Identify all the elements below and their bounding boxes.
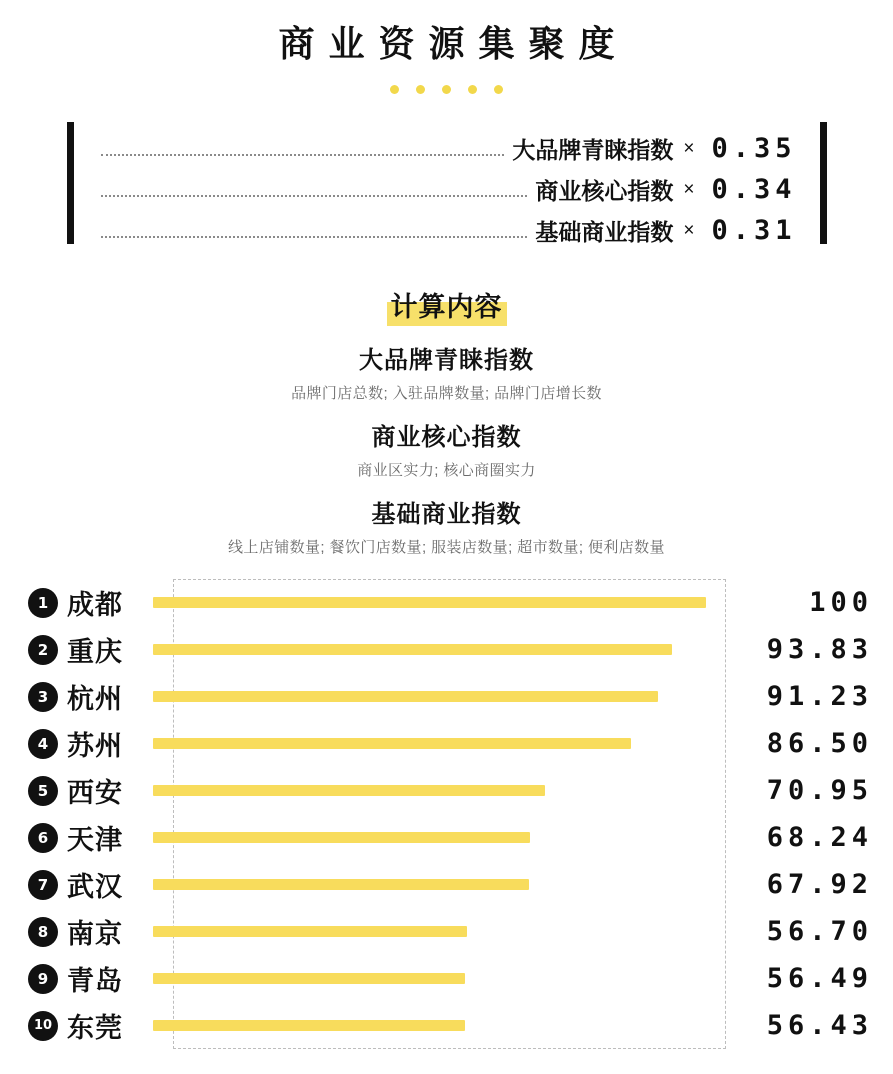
chart-row <box>28 861 875 908</box>
value-bar <box>153 879 529 890</box>
city-label: 杭州 <box>67 684 123 714</box>
calc-group-desc: 线上店铺数量; 餐饮门店数量; 服装店数量; 超市数量; 便利店数量 <box>228 539 665 556</box>
chart-row <box>28 673 875 720</box>
calc-heading: 计算内容 <box>387 285 507 326</box>
city-label: 武汉 <box>67 872 123 902</box>
bar-track <box>153 955 743 1002</box>
rank-badge: 6 <box>28 823 58 853</box>
value-bar <box>153 973 465 984</box>
divider-dot <box>390 85 399 94</box>
chart-row <box>28 908 875 955</box>
chart-row <box>28 1002 875 1049</box>
chart-rows <box>28 579 875 1049</box>
value-label: 56.70 <box>766 916 873 947</box>
calc-group-name: 大品牌青睐指数 <box>359 347 534 374</box>
formula-weight: 0.35 <box>711 133 797 164</box>
rank-badge: 7 <box>28 870 58 900</box>
calc-group-name: 基础商业指数 <box>371 501 522 528</box>
rank-badge: 10 <box>28 1011 58 1041</box>
rank-badge: 8 <box>28 917 58 947</box>
formula-row <box>67 169 827 210</box>
ranking-bar-chart <box>0 579 893 1049</box>
divider-dot <box>442 85 451 94</box>
value-bar <box>153 691 658 702</box>
city-label: 东莞 <box>67 1013 123 1043</box>
bar-track <box>153 814 743 861</box>
formula-label: 基础商业指数 <box>535 219 674 245</box>
rank-badge: 9 <box>28 964 58 994</box>
bar-track <box>153 1002 743 1049</box>
chart-row <box>28 720 875 767</box>
calc-group-name: 商业核心指数 <box>371 424 522 451</box>
rank-badge: 1 <box>28 588 58 618</box>
rank-badge: 2 <box>28 635 58 665</box>
bar-track <box>153 579 743 626</box>
value-label: 91.23 <box>766 681 873 712</box>
value-bar <box>153 1020 465 1031</box>
city-label: 苏州 <box>67 731 123 761</box>
multiply-icon: × <box>683 137 695 159</box>
multiply-icon: × <box>683 219 695 241</box>
value-label: 100 <box>809 587 873 618</box>
bar-track <box>153 673 743 720</box>
leader-line <box>101 195 528 197</box>
value-label: 56.49 <box>766 963 873 994</box>
value-label: 56.43 <box>766 1010 873 1041</box>
calc-group <box>0 494 893 557</box>
formula-weight: 0.34 <box>711 174 797 205</box>
city-label: 成都 <box>67 590 123 620</box>
bracket-left <box>67 122 74 244</box>
value-bar <box>153 644 672 655</box>
rank-badge: 4 <box>28 729 58 759</box>
calc-heading-wrap <box>0 285 893 326</box>
city-label: 青岛 <box>67 966 123 996</box>
calc-group-desc: 商业区实力; 核心商圈实力 <box>357 462 536 479</box>
formula-block <box>67 118 827 263</box>
bar-track <box>153 861 743 908</box>
page-title: 商业资源集聚度 <box>278 23 629 64</box>
value-label: 68.24 <box>766 822 873 853</box>
city-label: 重庆 <box>67 637 123 667</box>
formula-row <box>67 210 827 251</box>
value-bar <box>153 597 706 608</box>
divider-dot <box>468 85 477 94</box>
formula-label: 商业核心指数 <box>535 178 674 204</box>
divider-dot <box>494 85 503 94</box>
city-label: 南京 <box>67 919 123 949</box>
value-label: 67.92 <box>766 869 873 900</box>
multiply-icon: × <box>683 178 695 200</box>
chart-row <box>28 767 875 814</box>
bracket-right <box>820 122 827 244</box>
rank-badge: 3 <box>28 682 58 712</box>
divider-dot <box>416 85 425 94</box>
value-bar <box>153 926 467 937</box>
calc-group-desc: 品牌门店总数; 入驻品牌数量; 品牌门店增长数 <box>291 385 602 402</box>
value-label: 93.83 <box>766 634 873 665</box>
chart-row <box>28 579 875 626</box>
chart-row <box>28 814 875 861</box>
bar-track <box>153 626 743 673</box>
city-label: 天津 <box>67 825 123 855</box>
formula-row <box>67 128 827 169</box>
calc-group <box>0 417 893 480</box>
city-label: 西安 <box>67 778 123 808</box>
rank-badge: 5 <box>28 776 58 806</box>
value-label: 86.50 <box>766 728 873 759</box>
leader-line <box>101 236 528 238</box>
formula-label: 大品牌青睐指数 <box>512 137 674 163</box>
chart-row <box>28 626 875 673</box>
value-label: 70.95 <box>766 775 873 806</box>
bar-track <box>153 720 743 767</box>
chart-row <box>28 955 875 1002</box>
value-bar <box>153 832 530 843</box>
bar-track <box>153 767 743 814</box>
value-bar <box>153 738 631 749</box>
formula-weight: 0.31 <box>711 215 797 246</box>
value-bar <box>153 785 545 796</box>
bar-track <box>153 908 743 955</box>
leader-line <box>101 154 505 156</box>
dot-divider <box>0 85 893 94</box>
calc-group <box>0 340 893 403</box>
